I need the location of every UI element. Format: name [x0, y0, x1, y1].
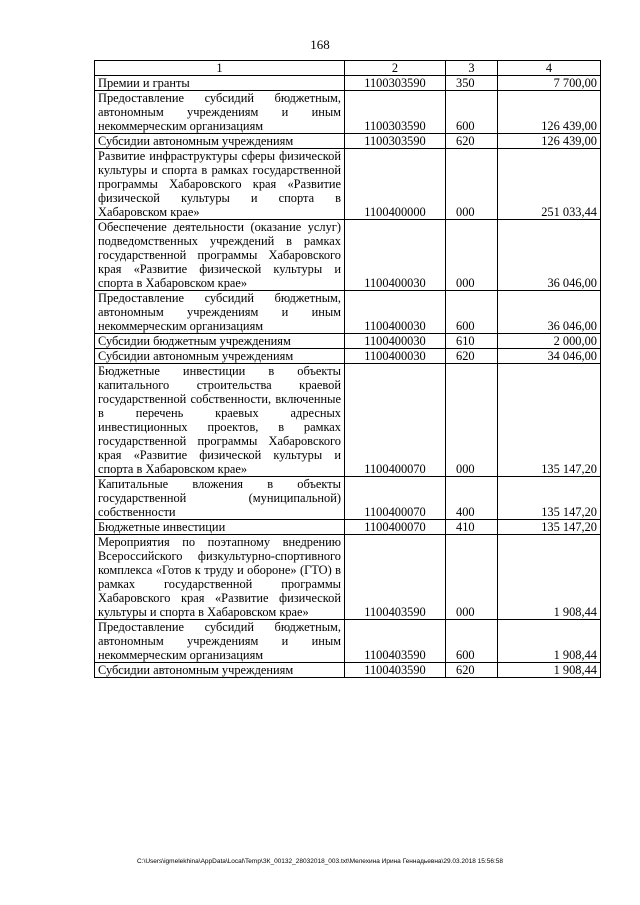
budget-table — [94, 60, 601, 678]
table-row — [95, 149, 601, 220]
row-type: 610 — [446, 334, 498, 349]
row-name: Субсидии автономным учреждениям — [95, 663, 345, 678]
row-name: Бюджетные инвестиции — [95, 520, 345, 535]
column-header-2: 2 — [345, 61, 446, 76]
row-amount: 7 700,00 — [498, 76, 601, 91]
row-code: 1100400070 — [345, 477, 446, 520]
row-code: 1100400030 — [345, 349, 446, 364]
row-amount: 126 439,00 — [498, 134, 601, 149]
row-amount: 36 046,00 — [498, 220, 601, 291]
row-code: 1100403590 — [345, 535, 446, 620]
row-code: 1100303590 — [345, 76, 446, 91]
row-type: 600 — [446, 291, 498, 334]
row-type: 620 — [446, 663, 498, 678]
row-amount: 36 046,00 — [498, 291, 601, 334]
footer-file-path: C:\Users\igmelekhina\AppData\Local\Temp\ЗК_00132_28032018_003.txt\Мелехина Ирина Геннадьевна\29.03.2018 15:56:58 — [137, 858, 503, 865]
row-name: Субсидии бюджетным учреждениям — [95, 334, 345, 349]
row-amount: 135 147,20 — [498, 364, 601, 477]
row-type: 000 — [446, 535, 498, 620]
row-code: 1100403590 — [345, 620, 446, 663]
table-row — [95, 91, 601, 134]
row-code: 1100400000 — [345, 149, 446, 220]
row-type: 350 — [446, 76, 498, 91]
row-type: 620 — [446, 349, 498, 364]
row-amount: 251 033,44 — [498, 149, 601, 220]
table-row — [95, 76, 601, 91]
table-row — [95, 520, 601, 535]
row-type: 620 — [446, 134, 498, 149]
table-row — [95, 220, 601, 291]
row-name: Субсидии автономным учреждениям — [95, 134, 345, 149]
row-amount: 1 908,44 — [498, 620, 601, 663]
row-type: 410 — [446, 520, 498, 535]
row-type: 600 — [446, 620, 498, 663]
table-row — [95, 663, 601, 678]
row-amount: 1 908,44 — [498, 663, 601, 678]
table-row — [95, 349, 601, 364]
row-code: 1100303590 — [345, 91, 446, 134]
row-name: Субсидии автономным учреждениям — [95, 349, 345, 364]
row-type: 600 — [446, 91, 498, 134]
row-type: 000 — [446, 364, 498, 477]
table-row — [95, 620, 601, 663]
row-code: 1100400070 — [345, 364, 446, 477]
table-row — [95, 535, 601, 620]
table-row — [95, 291, 601, 334]
page-number: 168 — [310, 37, 330, 52]
row-name: Предоставление субсидий бюджетным, автономным учреждениям и иным некоммерческим организациям — [95, 620, 345, 663]
row-code: 1100400030 — [345, 220, 446, 291]
row-name: Мероприятия по поэтапному внедрению Всероссийского физкультурно-спортивного комплекса «Готов к труду и обороне» (ГТО) в рамках государственной программы Хабаровского края «Развитие физической культуры и спорта в Хабаровском крае» — [95, 535, 345, 620]
row-name: Капитальные вложения в объекты государственной (муниципальной) собственности — [95, 477, 345, 520]
row-name: Бюджетные инвестиции в объекты капитального строительства краевой государственной собственности, включенные в перечень краевых адресных инвестиционных проектов, в рамках государственной программы Хабаровского края «Развитие физической культуры и спорта в Хабаровском крае» — [95, 364, 345, 477]
table-row — [95, 134, 601, 149]
row-code: 1100403590 — [345, 663, 446, 678]
column-header-4: 4 — [498, 61, 601, 76]
row-amount: 135 147,20 — [498, 520, 601, 535]
row-name: Предоставление субсидий бюджетным, автономным учреждениям и иным некоммерческим организациям — [95, 291, 345, 334]
row-code: 1100400070 — [345, 520, 446, 535]
row-code: 1100400030 — [345, 334, 446, 349]
row-amount: 34 046,00 — [498, 349, 601, 364]
column-header-3: 3 — [446, 61, 498, 76]
row-type: 000 — [446, 149, 498, 220]
row-name: Развитие инфраструктуры сферы физической культуры и спорта в рамках государственной программы Хабаровского края «Развитие физической культуры и спорта в Хабаровском крае» — [95, 149, 345, 220]
row-amount: 1 908,44 — [498, 535, 601, 620]
row-code: 1100400030 — [345, 291, 446, 334]
column-header-1: 1 — [95, 61, 345, 76]
table-header-row — [95, 61, 601, 76]
row-name: Обеспечение деятельности (оказание услуг) подведомственных учреждений в рамках государственной программы Хабаровского края «Развитие физической культуры и спорта в Хабаровском крае» — [95, 220, 345, 291]
row-amount: 126 439,00 — [498, 91, 601, 134]
row-name: Премии и гранты — [95, 76, 345, 91]
row-code: 1100303590 — [345, 134, 446, 149]
row-amount: 2 000,00 — [498, 334, 601, 349]
row-amount: 135 147,20 — [498, 477, 601, 520]
table-row — [95, 364, 601, 477]
row-type: 000 — [446, 220, 498, 291]
table-row — [95, 477, 601, 520]
row-name: Предоставление субсидий бюджетным, автономным учреждениям и иным некоммерческим организациям — [95, 91, 345, 134]
table-row — [95, 334, 601, 349]
row-type: 400 — [446, 477, 498, 520]
